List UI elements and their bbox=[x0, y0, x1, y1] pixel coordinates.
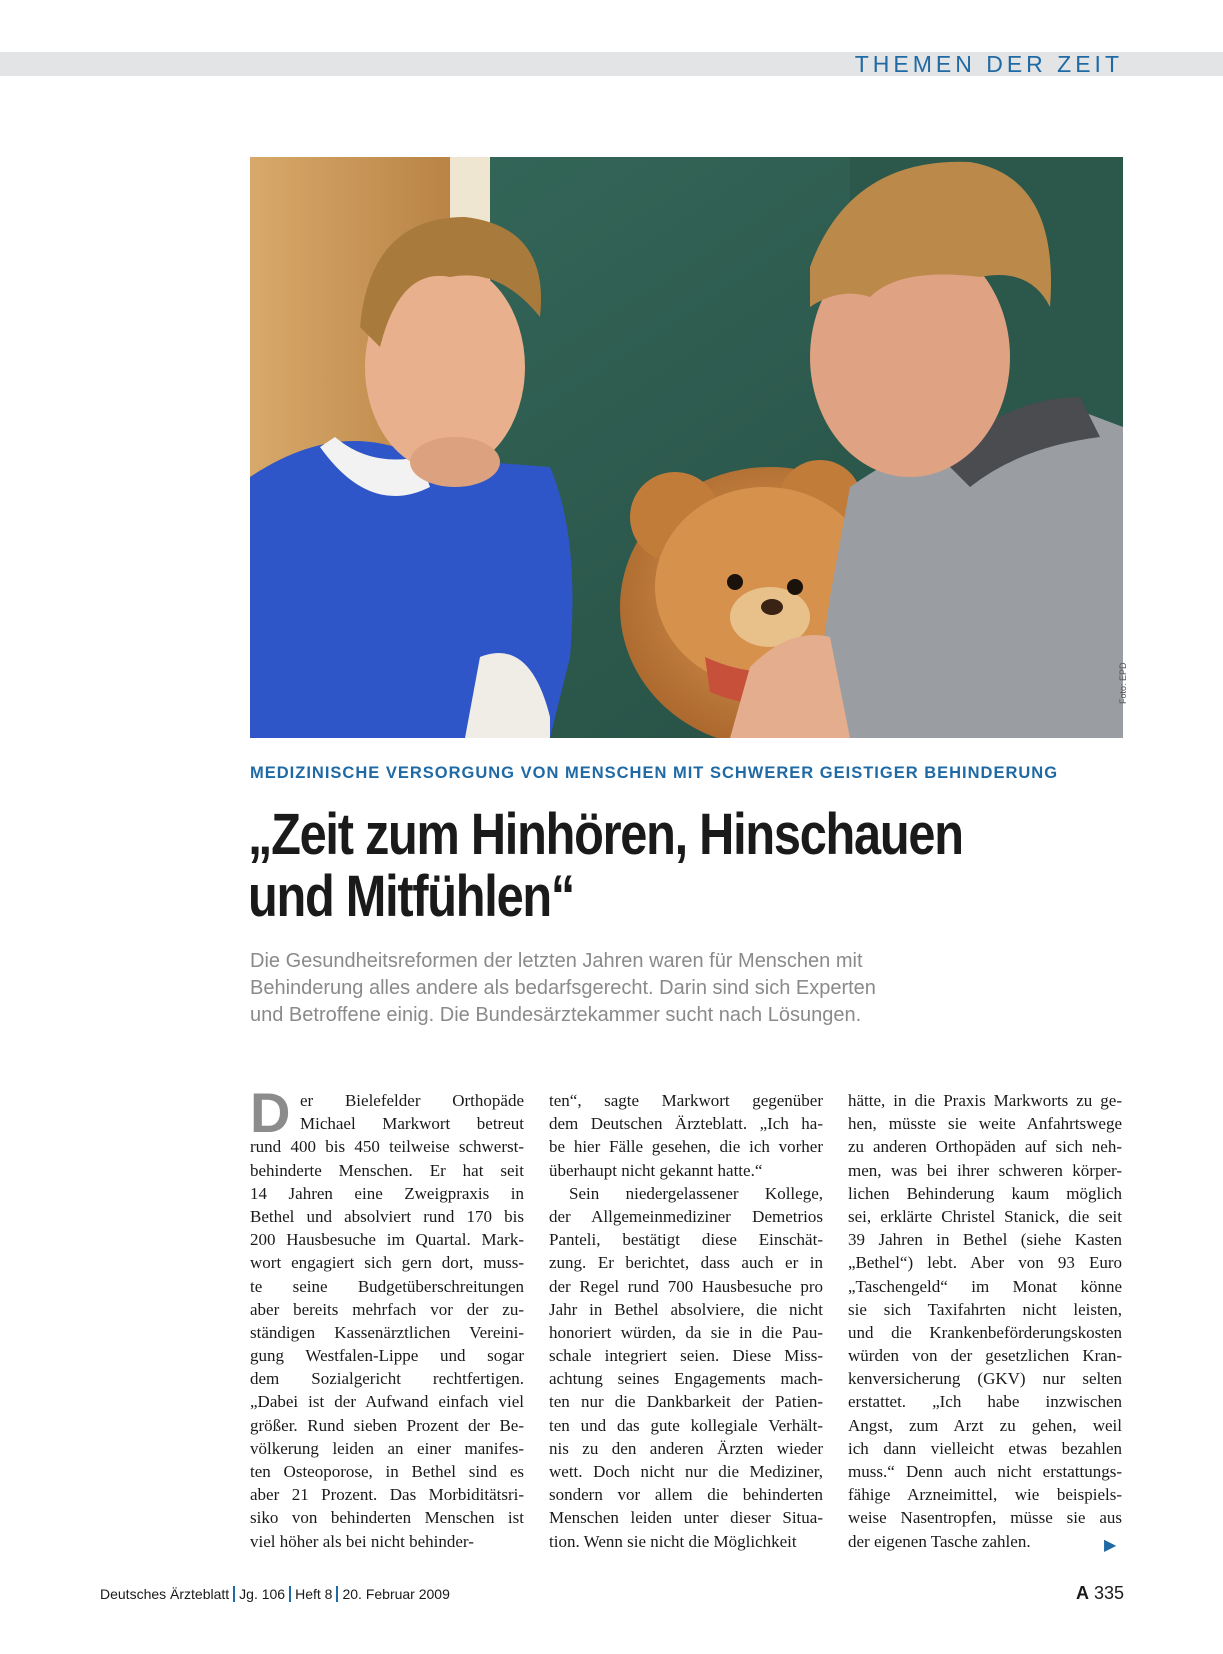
page-prefix: A bbox=[1075, 1583, 1089, 1603]
section-label: THEMEN DER ZEIT bbox=[854, 51, 1123, 77]
journal-volume: Jg. 106 bbox=[239, 1586, 286, 1602]
text-line: weise Nasentropfen, müsse sie aus bbox=[848, 1508, 1122, 1528]
text-line: erstattet. „Ich habe inzwischen bbox=[848, 1392, 1122, 1412]
text-line: Bethel und absolviert rund 170 bis bbox=[250, 1206, 524, 1226]
text-line: größer. Rund sieben Prozent der Be- bbox=[250, 1415, 524, 1435]
text-line: achtung seines Engagements mach- bbox=[549, 1369, 823, 1389]
article-kicker: MEDIZINISCHE VERSORGUNG VON MENSCHEN MIT SCHWERER GEISTIGER BEHINDERUNG bbox=[250, 764, 1059, 782]
text-line: ten Osteoporose, in Bethel sind es bbox=[250, 1462, 524, 1481]
text-line: dem Deutschen Ärzteblatt. „Ich ha- bbox=[549, 1114, 823, 1134]
text-line: kenversicherung (GKV) nur selten bbox=[848, 1369, 1122, 1389]
text-line: der eigenen Tasche zahlen. bbox=[848, 1531, 1031, 1551]
text-line: honoriert würden, da sie in die Pau- bbox=[549, 1322, 823, 1342]
text-line: 39 Jahren in Bethel (siehe Kasten bbox=[848, 1230, 1122, 1250]
text-line: Jahr in Bethel absolviere, die nicht bbox=[549, 1299, 823, 1319]
text-line: zu anderen Orthopäden auf sich neh- bbox=[848, 1137, 1122, 1157]
text-line: würden von der gesetzlichen Kran- bbox=[848, 1346, 1122, 1366]
text-line: „Taschengeld“ im Monat könne bbox=[848, 1276, 1122, 1296]
journal-name: Deutsches Ärzteblatt bbox=[100, 1586, 230, 1602]
text-line: dem Sozialgericht rechtfertigen. bbox=[250, 1369, 524, 1389]
lead-line: und Betroffene einig. Die Bundesärztekammer sucht nach Lösungen. bbox=[250, 1004, 862, 1026]
text-line: schale integriert seien. Diese Miss- bbox=[549, 1346, 823, 1366]
text-line: hen, müsste sie weite Anfahrtswege bbox=[848, 1114, 1122, 1134]
text-line: ständigen Kassenärztlichen Vereini- bbox=[250, 1322, 524, 1342]
text-line: sei, erklärte Christel Stanick, die seit bbox=[848, 1206, 1122, 1226]
body-column-3 bbox=[848, 1089, 1122, 1553]
text-line: gung Westfalen-Lippe und sogar bbox=[250, 1346, 524, 1366]
text-line: rund 400 bis 450 teilweise schwerst- bbox=[250, 1137, 524, 1157]
text-line: und die Krankenbeförderungskosten bbox=[848, 1322, 1122, 1342]
text-line: völkerung leiden an einer manifes- bbox=[250, 1438, 524, 1458]
text-line: 200 Hausbesuche im Quartal. Mark- bbox=[250, 1230, 524, 1250]
text-line: wort engagiert sich gern dort, muss- bbox=[250, 1253, 524, 1273]
text-line: aber 21 Prozent. Das Morbiditätsri- bbox=[250, 1485, 524, 1505]
text-line: ten“, sagte Markwort gegenüber bbox=[549, 1091, 823, 1110]
text-line: viel höher als bei nicht behinder- bbox=[250, 1531, 474, 1551]
text-line: tion. Wenn sie nicht die Möglichkeit bbox=[549, 1531, 797, 1551]
text-line: te seine Budgetüberschreitungen bbox=[250, 1276, 524, 1296]
text-line: Panteli, bestätigt diese Einschät- bbox=[549, 1230, 823, 1250]
body-column-2 bbox=[549, 1089, 823, 1553]
text-line: der Regel rund 700 Hausbesuche pro bbox=[549, 1276, 823, 1296]
text-line: lichen Behinderung kaum möglich bbox=[848, 1183, 1122, 1203]
text-line: aber bereits mehrfach vor der zu- bbox=[250, 1299, 524, 1319]
text-line: ten nur die Dankbarkeit der Patien- bbox=[549, 1392, 823, 1412]
journal-date: 20. Februar 2009 bbox=[342, 1586, 450, 1602]
lead-line: Die Gesundheitsreformen der letzten Jahren waren für Menschen mit bbox=[250, 950, 863, 972]
footer-citation bbox=[100, 1586, 450, 1602]
title-line: „Zeit zum Hinhören, Hinschauen bbox=[248, 802, 963, 867]
journal-issue: Heft 8 bbox=[295, 1586, 333, 1602]
text-line: hätte, in die Praxis Markworts zu ge- bbox=[848, 1091, 1122, 1110]
article-lead bbox=[250, 948, 1030, 1029]
drop-cap: D bbox=[250, 1081, 291, 1144]
text-line: „Dabei ist der Aufwand einfach viel bbox=[250, 1392, 524, 1412]
text-line: behinderte Menschen. Er hat seit bbox=[250, 1160, 524, 1180]
text-line: zung. Er berichtet, dass auch er in bbox=[549, 1253, 823, 1273]
lead-line: Behinderung alles andere als bedarfsgerecht. Darin sind sich Experten bbox=[250, 977, 876, 999]
separator bbox=[289, 1586, 291, 1602]
text-line: „Bethel“) lebt. Aber von 93 Euro bbox=[848, 1253, 1122, 1273]
text-line: ich dann vielleicht etwas bezahlen bbox=[848, 1438, 1122, 1458]
page-number bbox=[1076, 1583, 1124, 1604]
separator bbox=[336, 1586, 338, 1602]
text-line: Michael Markwort betreut bbox=[300, 1114, 524, 1134]
text-line: fähige Arzneimittel, wie beispiels- bbox=[848, 1485, 1122, 1505]
text-line: nis zu den anderen Ärzten wieder bbox=[549, 1438, 823, 1458]
continue-arrow-icon: ▶ bbox=[1104, 1535, 1117, 1554]
text-line: be hier Fälle gesehen, die ich vorher bbox=[549, 1137, 823, 1157]
body-column-1 bbox=[250, 1081, 524, 1553]
text-line: ten und das gute kollegiale Verhält- bbox=[549, 1415, 823, 1435]
page-number-value: 335 bbox=[1093, 1583, 1124, 1603]
text-line: sondern vor allem die behinderten bbox=[549, 1485, 823, 1505]
text-line: men, was bei ihrer schweren körper- bbox=[848, 1160, 1122, 1180]
text-line: 14 Jahren eine Zweigpraxis in bbox=[250, 1183, 524, 1203]
text-line: er Bielefelder Orthopäde bbox=[300, 1091, 524, 1110]
text-line: Angst, zum Arzt zu gehen, weil bbox=[848, 1415, 1122, 1435]
title-line: und Mitfühlen“ bbox=[248, 864, 575, 929]
text-line: muss.“ Denn auch nicht erstattungs- bbox=[848, 1462, 1122, 1481]
article-title bbox=[248, 804, 1088, 928]
text-line: Menschen leiden unter dieser Situa- bbox=[549, 1508, 823, 1528]
article-photo bbox=[250, 157, 1123, 738]
text-line: überhaupt nicht gekannt hatte.“ bbox=[549, 1160, 763, 1180]
text-line: der Allgemeinmediziner Demetrios bbox=[549, 1206, 823, 1226]
text-line: siko von behinderten Menschen ist bbox=[250, 1508, 524, 1528]
text-line: Sein niedergelassener Kollege, bbox=[569, 1183, 823, 1203]
photo-credit: Foto: EPD bbox=[1118, 662, 1128, 704]
text-line: sie sich Taxifahrten nicht leisten, bbox=[848, 1299, 1122, 1319]
text-line: wett. Doch nicht nur die Mediziner, bbox=[549, 1462, 823, 1481]
separator bbox=[233, 1586, 235, 1602]
